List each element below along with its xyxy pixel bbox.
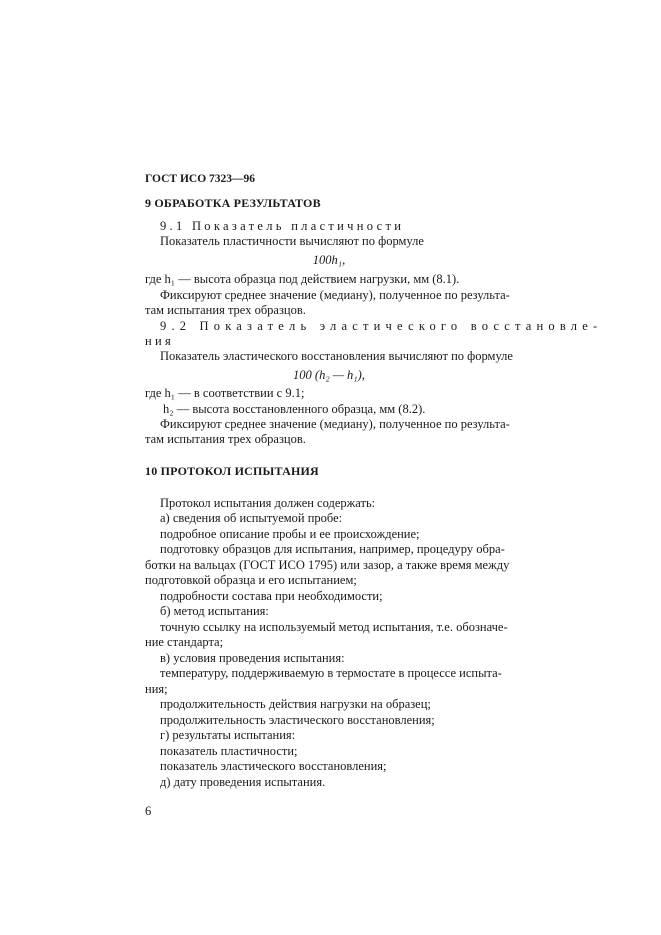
subsection-9-2-heading: 9.2 Показатель эластического восстановле- (160, 319, 603, 333)
list-item: подготовкой образца и его испытанием; (145, 573, 357, 587)
paragraph-line: Показатель пластичности вычисляют по формуле (160, 234, 424, 248)
section-10-heading: 10 ПРОТОКОЛ ИСПЫТАНИЯ (145, 464, 319, 478)
paragraph-line: Фиксируют среднее значение (медиану), полученное по результа- (160, 288, 510, 302)
list-item: ботки на вальцах (ГОСТ ИСО 1795) или зазор, а также время между (145, 558, 510, 572)
paragraph-line: там испытания трех образцов. (145, 432, 306, 446)
formula-legend: h₂ — высота восстановленного образца, мм (8.2). (163, 402, 426, 416)
list-item: в) условия проведения испытания: (160, 651, 345, 665)
list-item: подробности состава при необходимости; (160, 589, 383, 603)
list-item: температуру, поддерживаемую в термостате в процессе испыта- (160, 666, 502, 680)
list-item: д) дату проведения испытания. (160, 775, 326, 789)
document-code: ГОСТ ИСО 7323—96 (145, 173, 256, 185)
list-item: точную ссылку на используемый метод испытания, т.е. обозначе- (160, 620, 508, 634)
list-item: продолжительность эластического восстановления; (160, 713, 435, 727)
formula-elastic-recovery: 100 (h₂ — h₁), (293, 368, 365, 382)
paragraph-line: Фиксируют среднее значение (медиану), полученное по результа- (160, 417, 510, 431)
list-item: б) метод испытания: (160, 604, 269, 618)
list-item: г) результаты испытания: (160, 728, 296, 742)
section-9-heading: 9 ОБРАБОТКА РЕЗУЛЬТАТОВ (145, 196, 321, 210)
paragraph-line: там испытания трех образцов. (145, 303, 306, 317)
list-item: показатель эластического восстановления; (160, 759, 387, 773)
subsection-9-1-heading: 9.1 Показатель пластичности (160, 219, 405, 233)
list-item: подготовку образцов для испытания, например, процедуру обра- (160, 542, 505, 556)
subsection-9-2-heading-cont: ния (145, 334, 175, 348)
page-number: 6 (145, 804, 152, 818)
paragraph-line: Показатель эластического восстановления вычисляют по формуле (160, 349, 513, 363)
formula-legend: где h₁ — высота образца под действием нагрузки, мм (8.1). (145, 272, 460, 286)
list-item: подробное описание пробы и ее происхождение; (160, 527, 420, 541)
list-item: ния; (145, 682, 168, 696)
list-item: Протокол испытания должен содержать: (160, 496, 376, 510)
formula-plasticity: 100h₁, (312, 253, 346, 267)
formula-legend: где h₁ — в соответствии с 9.1; (145, 386, 305, 400)
list-item: продолжительность действия нагрузки на образец; (160, 697, 431, 711)
list-item: ние стандарта; (145, 635, 224, 649)
list-item: показатель пластичности; (160, 744, 298, 758)
list-item: а) сведения об испытуемой пробе: (160, 511, 343, 525)
